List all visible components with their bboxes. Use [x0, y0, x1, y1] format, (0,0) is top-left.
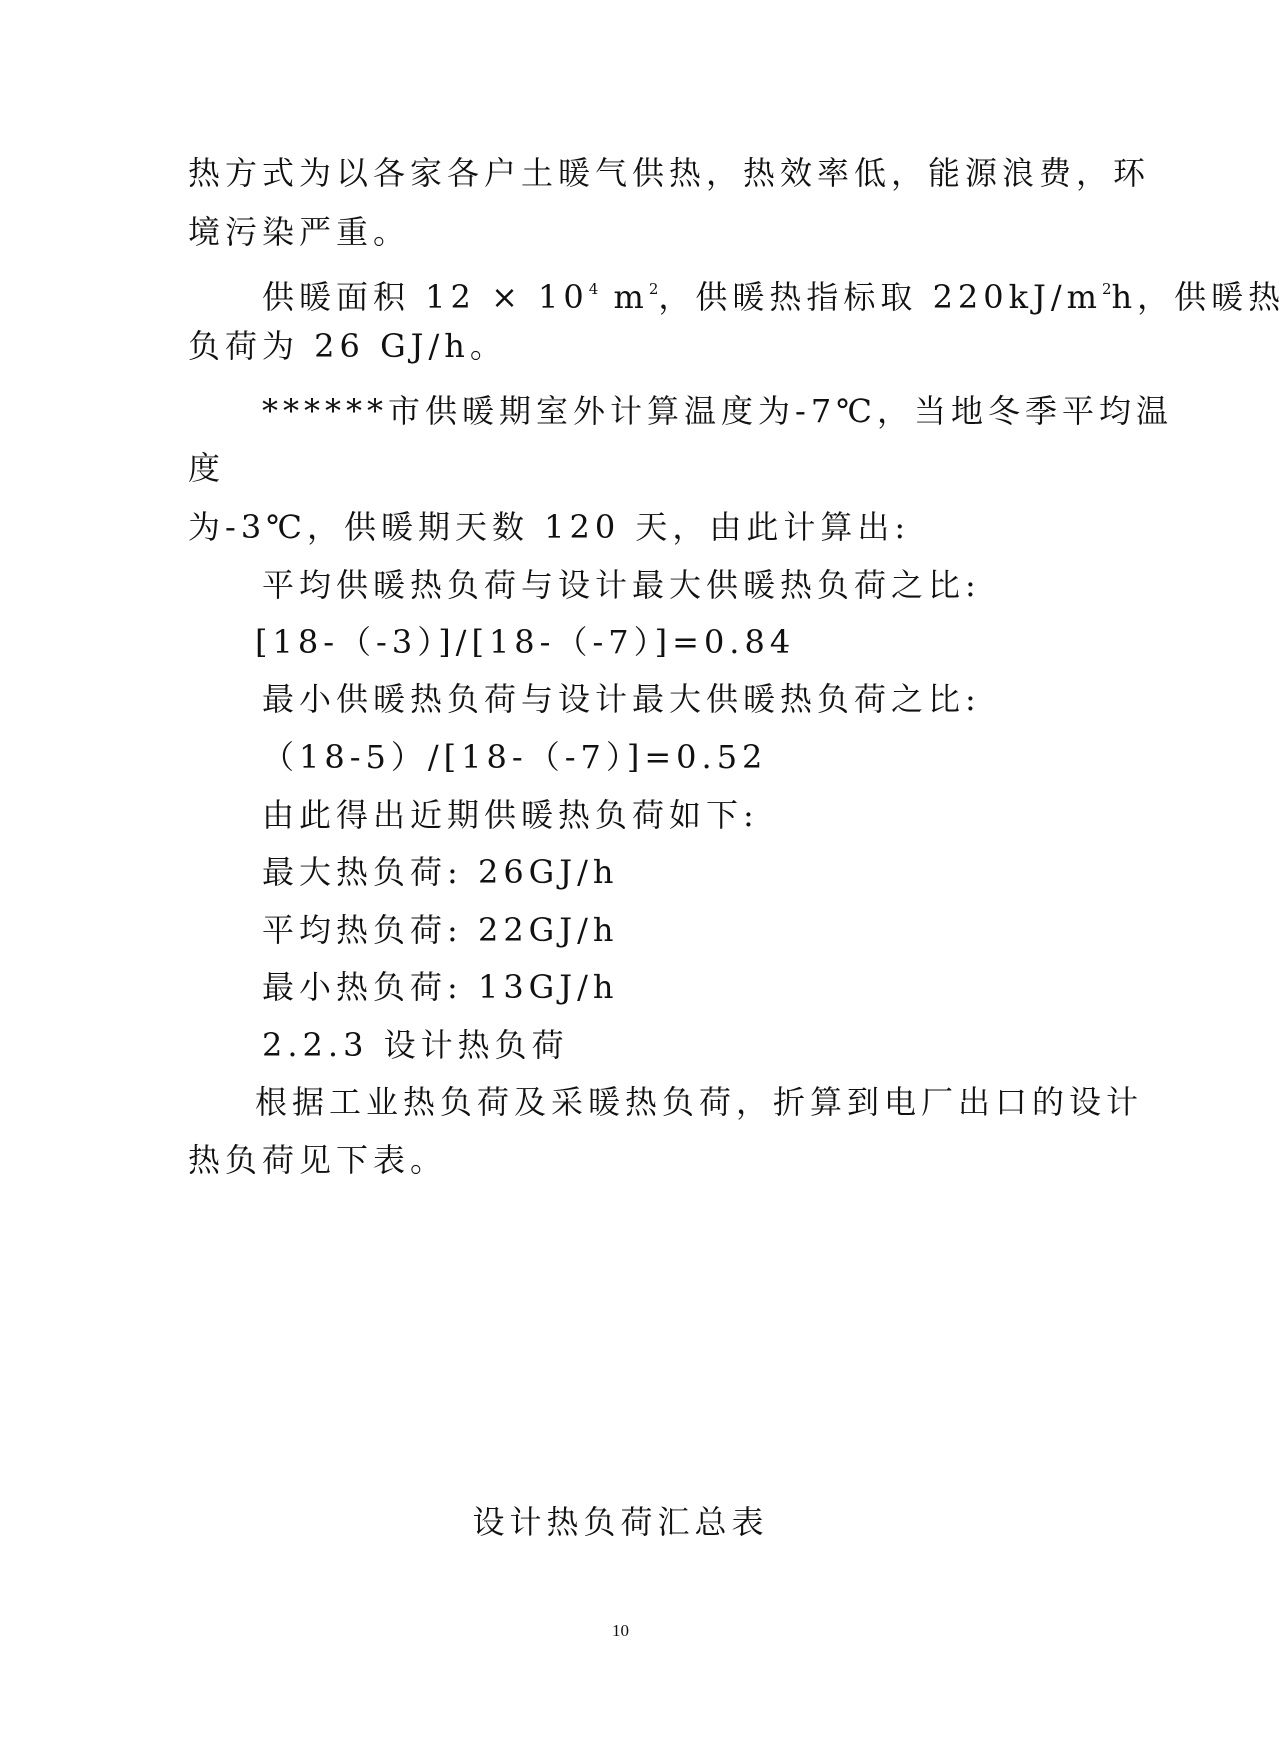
paragraph-line: ******市供暖期室外计算温度为-7℃，当地冬季平均温 [262, 392, 1173, 430]
text-run: h，供暖热 [1111, 278, 1285, 316]
paragraph-line: 热方式为以各家各户土暖气供热，热效率低，能源浪费，环 [188, 154, 1151, 192]
ratio-formula: （18-5）/[18-（-7）]=0.52 [262, 738, 768, 776]
section-heading: 2.2.3 设计热负荷 [262, 1026, 569, 1064]
paragraph-line [262, 269, 1285, 317]
paragraph-line: 度 [188, 449, 226, 487]
text-run: 供暖面积 12 × 10 [262, 278, 589, 316]
paragraph-line: 负荷为 26 GJ/h。 [188, 327, 507, 365]
max-load-line: 最大热负荷: 26GJ/h [262, 853, 619, 891]
ratio-formula: [18-（-3）]/[18-（-7）]=0.84 [255, 623, 796, 661]
page-number: 10 [612, 1621, 629, 1640]
paragraph-line: 境污染严重。 [188, 213, 411, 251]
min-load-line: 最小热负荷: 13GJ/h [262, 968, 619, 1006]
table-caption: 设计热负荷汇总表 [472, 1503, 769, 1541]
result-intro: 由此得出近期供暖热负荷如下: [262, 796, 759, 834]
paragraph-line: 热负荷见下表。 [188, 1141, 448, 1179]
text-run: m [598, 278, 649, 316]
superscript: 2 [648, 280, 659, 298]
ratio-label: 最小供暖热负荷与设计最大供暖热负荷之比: [262, 680, 981, 718]
paragraph-line: 根据工业热负荷及采暖热负荷，折算到电厂出口的设计 [255, 1083, 1144, 1121]
ratio-label: 平均供暖热负荷与设计最大供暖热负荷之比: [262, 566, 981, 604]
superscript: 2 [1102, 280, 1112, 298]
avg-load-line: 平均热负荷: 22GJ/h [262, 911, 619, 949]
superscript: 4 [588, 280, 599, 298]
text-run: ，供暖热指标取 220kJ/m [658, 278, 1102, 316]
paragraph-line: 为-3℃，供暖期天数 120 天，由此计算出: [188, 508, 911, 546]
